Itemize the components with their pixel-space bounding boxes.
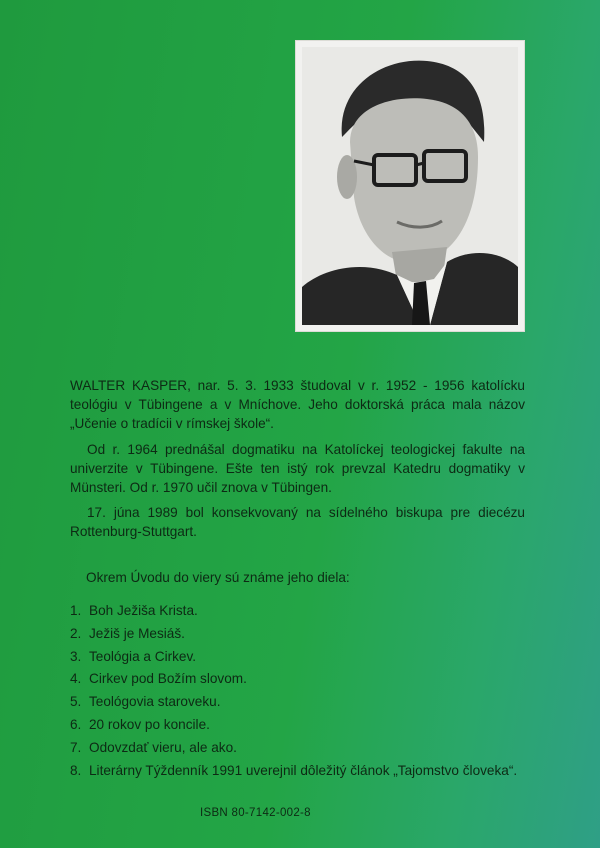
list-item [70,737,525,760]
list-item [70,714,525,737]
item-number: 7. [70,739,82,755]
item-title: Teológovia staroveku. [89,694,221,710]
item-number: 4. [70,671,82,687]
item-title: Literárny Týždenník 1991 uverejnil dôležitý článok „Tajomstvo človeka“. [89,762,518,778]
item-number: 8. [70,762,82,778]
list-item [70,646,525,669]
author-name: WALTER KASPER [70,378,188,393]
item-title: Ježiš je Mesiáš. [89,625,185,641]
item-number: 6. [70,716,82,732]
isbn-number: ISBN 80-7142-002-8 [200,807,311,819]
item-title: Teológia a Cirkev. [89,648,197,664]
list-item [70,691,525,714]
item-number: 2. [70,625,82,641]
item-title: Boh Ježiša Krista. [89,603,198,618]
item-title: 20 rokov po koncile. [89,716,210,732]
bio-paragraph-2: Od r. 1964 prednášal dogmatiku na Katolíckej teologickej fakulte na univerzite v Tübingene. Ešte ten istý rok prevzal Katedru dogmatiky v Münsteri. Od r. 1970 učil znova v Tübingen. [70,441,525,496]
item-number: 1. [70,603,82,618]
works-list [70,600,525,782]
list-item [70,668,525,691]
item-number: 5. [70,694,82,710]
item-title: Odovzdať vieru, ale ako. [89,739,237,755]
author-portrait [295,40,525,332]
list-item [70,760,525,783]
portrait-image [302,47,518,325]
bio-paragraph-3: 17. júna 1989 bol konsekvovaný na sídelného biskupa pre diecézu Rottenburg-Stuttgart. [70,505,525,540]
works-intro: Okrem Úvodu do viery sú známe jeho diela: [86,570,350,585]
bio-paragraph-1 [70,376,525,434]
list-item [70,623,525,646]
item-title: Cirkev pod Božím slovom. [89,671,247,687]
list-item [70,600,525,623]
item-number: 3. [70,648,82,664]
bio-paragraph-1-text: , nar. 5. 3. 1933 študoval v r. 1952 - 1956 katolícku teológiu v Tübingene a v Mníchove. Jeho doktorská práca mala názov „Učenie o tradícii v rímskej škole“. [70,378,525,432]
author-biography [70,376,525,548]
